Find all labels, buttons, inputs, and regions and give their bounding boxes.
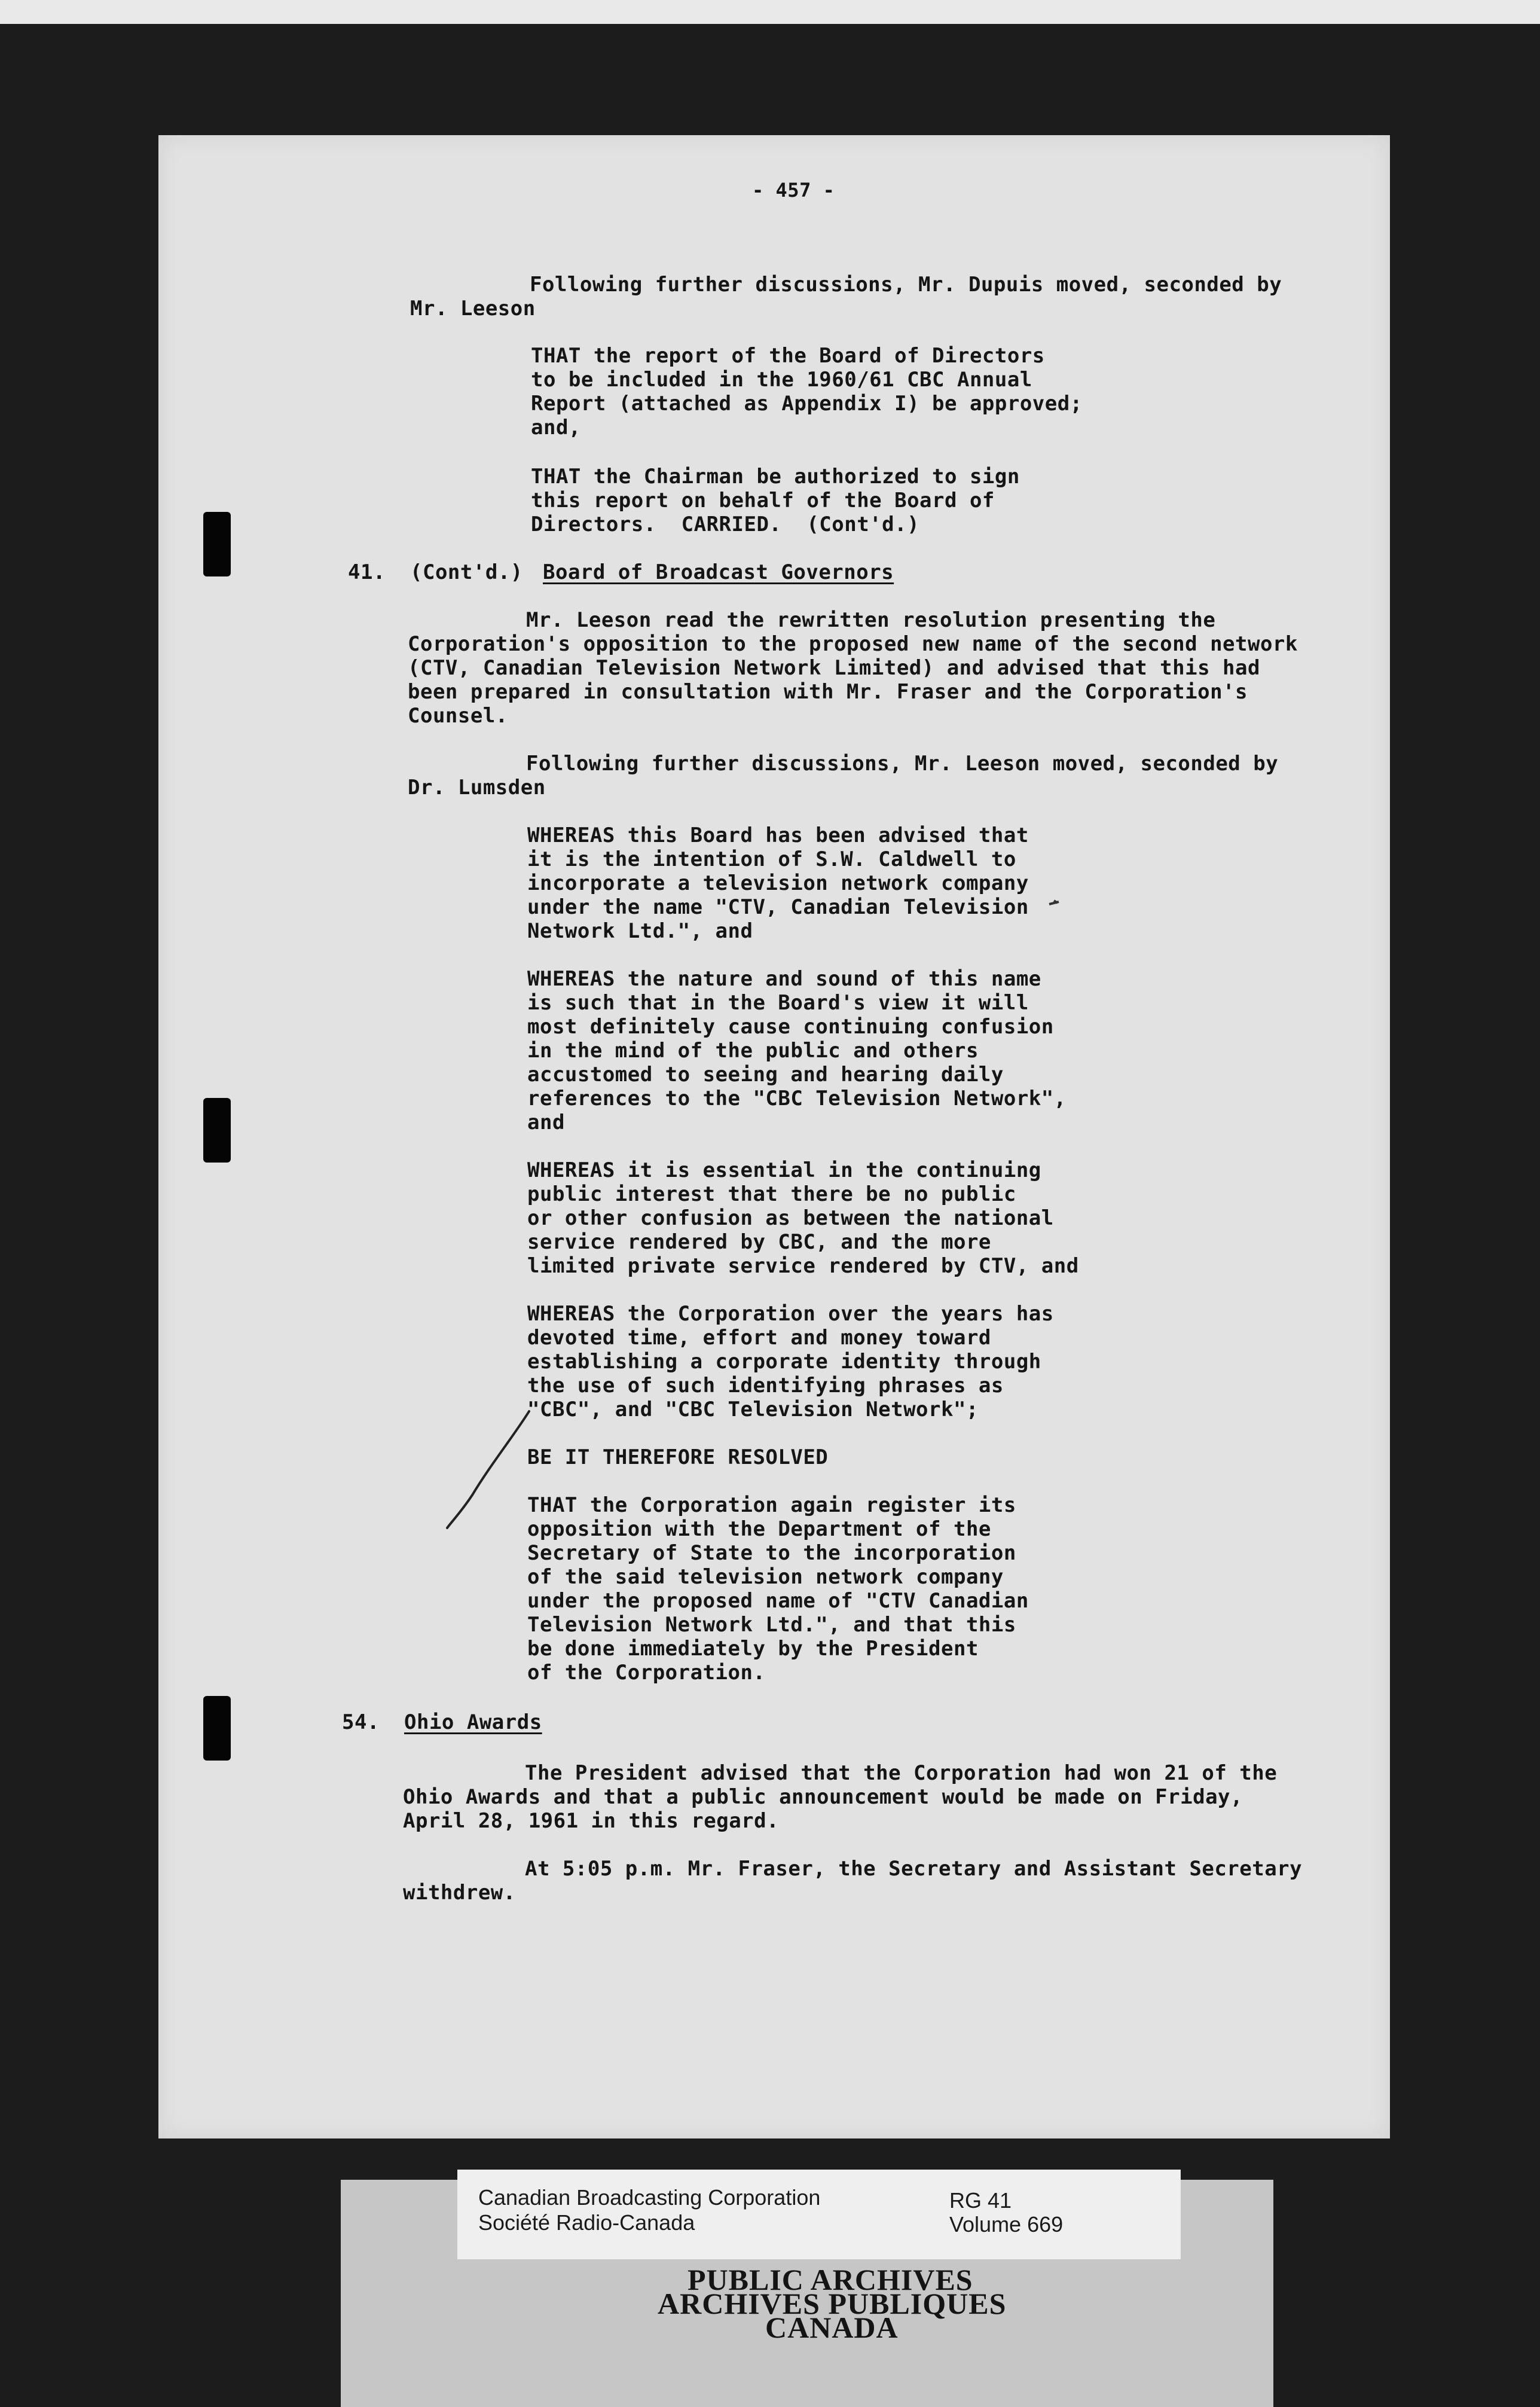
paragraph-line: withdrew. [403,1881,516,1905]
film-top-edge [0,0,1540,24]
label-org-english: Canadian Broadcasting Corporation [478,2185,821,2210]
clause-line: WHEREAS this Board has been advised that [527,823,1029,847]
paragraph-dupuis-motion-line-2: Mr. Leeson [410,297,536,321]
resolved-heading: BE IT THEREFORE RESOLVED [527,1445,829,1469]
resolution-line: THAT the Chairman be authorized to sign [531,465,1020,489]
archives-stamp-line-1: PUBLIC ARCHIVES [688,2263,973,2296]
clause-line: WHEREAS it is essential in the continuing [527,1158,1041,1182]
resolution-line: Directors. CARRIED. (Cont'd.) [531,512,920,536]
clause-line: THAT the Corporation again register its [527,1493,1016,1517]
clause-line: most definitely cause continuing confusion [527,1015,1054,1039]
clause-line: Television Network Ltd.", and that this [527,1613,1016,1637]
paragraph-line: Corporation's opposition to the proposed new name of the second network [408,632,1298,656]
paragraph-leeson-motion-line-2: Dr. Lumsden [408,776,546,800]
clause-line: references to the "CBC Television Network", [527,1087,1067,1111]
clause-line: it is the intention of S.W. Caldwell to [527,847,1016,871]
paragraph-line: The President advised that the Corporation had won 21 of the [525,1761,1278,1785]
label-org-french: Société Radio-Canada [478,2210,695,2235]
item-54-heading: Ohio Awards [404,1710,542,1734]
resolution-line: THAT the report of the Board of Directors [531,344,1045,368]
resolution-line: this report on behalf of the Board of [531,489,995,512]
clause-line: WHEREAS the Corporation over the years has [527,1302,1054,1326]
clause-line: limited private service rendered by CTV, and [527,1254,1079,1278]
clause-line: the use of such identifying phrases as [527,1374,1004,1398]
resolution-line: to be included in the 1960/61 CBC Annual [531,368,1032,392]
clause-line: incorporate a television network company [527,871,1029,895]
clause-line: WHEREAS the nature and sound of this name [527,967,1041,991]
paragraph-line: Ohio Awards and that a public announcement would be made on Friday, [403,1785,1243,1809]
paragraph-line: been prepared in consultation with Mr. Fraser and the Corporation's [408,680,1248,704]
paragraph-dupuis-motion-line-1: Following further discussions, Mr. Dupuis moved, seconded by [530,273,1282,297]
clause-line: and [527,1111,565,1134]
paragraph-line: At 5:05 p.m. Mr. Fraser, the Secretary and Assistant Secretary [525,1857,1303,1881]
paragraph-leeson-motion-line-1: Following further discussions, Mr. Leeson moved, seconded by [526,752,1279,776]
clause-line: of the Corporation. [527,1661,766,1685]
page-number: - 457 - [752,179,835,202]
document-page [158,135,1390,2138]
clause-line: opposition with the Department of the [527,1517,991,1541]
clause-line: service rendered by CBC, and the more [527,1230,991,1254]
label-record-group: RG 41 [949,2188,1012,2213]
punch-hole-bottom [203,1696,231,1761]
clause-line: be done immediately by the President [527,1637,979,1661]
clause-line: accustomed to seeing and hearing daily [527,1063,1004,1087]
archives-stamp-line-2: ARCHIVES PUBLIQUES [658,2287,1007,2320]
clause-line: "CBC", and "CBC Television Network"; [527,1398,979,1421]
paragraph-line: Mr. Leeson read the rewritten resolution presenting the [526,608,1216,632]
clause-line: Secretary of State to the incorporation [527,1541,1016,1565]
paragraph-line: April 28, 1961 in this regard. [403,1809,780,1833]
punch-hole-top [203,512,231,576]
resolution-line: Report (attached as Appendix I) be approved; [531,392,1083,416]
paragraph-line: (CTV, Canadian Television Network Limited) and advised that this had [408,656,1260,680]
clause-line: Network Ltd.", and [527,919,753,943]
clause-line: under the name "CTV, Canadian Television [527,895,1029,919]
item-41-number: 41. [348,560,386,584]
clause-line: in the mind of the public and others [527,1039,979,1063]
clause-line: establishing a corporate identity through [527,1350,1041,1374]
clause-line: devoted time, effort and money toward [527,1326,991,1350]
clause-line: or other confusion as between the national [527,1206,1054,1230]
clause-line: public interest that there be no public [527,1182,1016,1206]
punch-hole-middle [203,1098,231,1163]
archives-stamp-line-3: CANADA [765,2311,899,2344]
label-volume: Volume 669 [949,2212,1064,2237]
item-54-number: 54. [342,1710,380,1734]
item-41-continued: (Cont'd.) [410,560,523,584]
clause-line: is such that in the Board's view it will [527,991,1029,1015]
item-41-heading: Board of Broadcast Governors [543,560,894,584]
clause-line: under the proposed name of "CTV Canadian [527,1589,1029,1613]
resolution-line: and, [531,416,581,440]
paragraph-line: Counsel. [408,704,508,728]
clause-line: of the said television network company [527,1565,1004,1589]
